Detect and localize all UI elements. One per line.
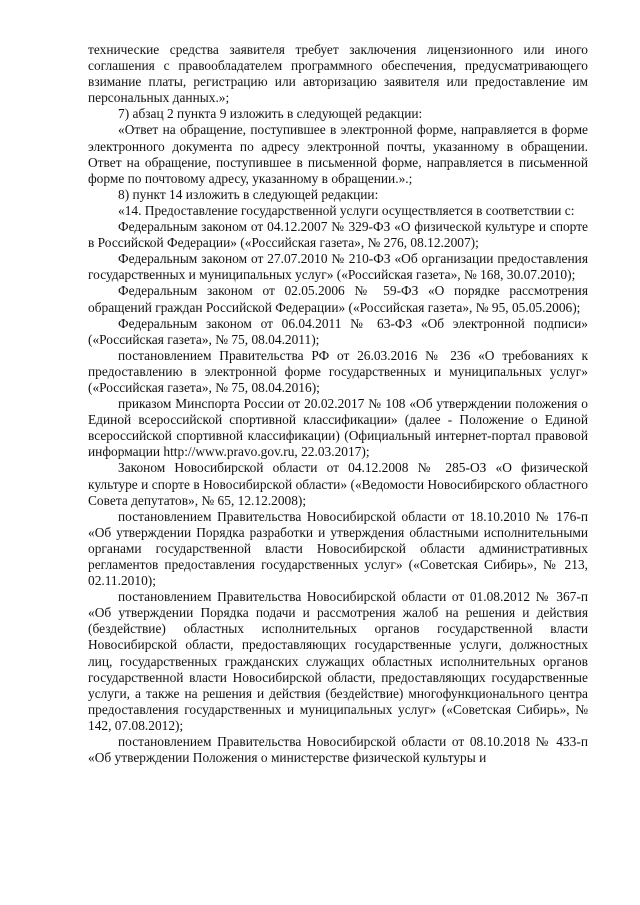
paragraph-10: приказом Минспорта России от 20.02.2017 № 108 «Об утверждении положения о Единой всероссийской спортивной классификации» (далее - Положение о Единой всероссийской спортивной классификации) (Официальный интернет-портал правовой информации http://www.pravo.gov.ru, 22.03.2017);: [88, 396, 588, 460]
paragraph-11: Законом Новосибирской области от 04.12.2008 № 285-ОЗ «О физической культуре и спорте в Новосибирской области» («Ведомости Новосибирского областного Совета депутатов», № 65, 12.12.2008);: [88, 460, 588, 508]
document-page: [88, 42, 588, 766]
paragraph-3: 8) пункт 14 изложить в следующей редакции:: [118, 186, 379, 202]
paragraph-12: постановлением Правительства Новосибирской области от 18.10.2010 № 176-п «Об утверждении Порядка разработки и утверждения областными исполнительными органами государственной власти Новосибирской области административных регламентов предоставления государственных услуг» («Советская Сибирь», № 213, 02.11.2010);: [88, 508, 588, 589]
paragraph-14: постановлением Правительства Новосибирской области от 08.10.2018 № 433-п «Об утверждении Положения о министерстве физической культуры и: [88, 734, 588, 766]
paragraph-1: 7) абзац 2 пункта 9 изложить в следующей редакции:: [118, 106, 423, 122]
paragraph-4: «14. Предоставление государственной услуги осуществляется в соответствии с:: [118, 202, 575, 218]
paragraph-8: Федеральным законом от 06.04.2011 № 63-ФЗ «Об электронной подписи» («Российская газета», № 75, 08.04.2011);: [88, 315, 588, 347]
paragraph-5: Федеральным законом от 04.12.2007 № 329-ФЗ «О физической культуре и спорте в Российской Федерации» («Российская газета», № 276, 08.12.2007);: [88, 219, 588, 251]
paragraph-6: Федеральным законом от 27.07.2010 № 210-ФЗ «Об организации предоставления государственных и муниципальных услуг» («Российская газета», № 168, 30.07.2010);: [88, 251, 588, 283]
paragraph-13: постановлением Правительства Новосибирской области от 01.08.2012 № 367-п «Об утверждении Порядка подачи и рассмотрения жалоб на решения и действия (бездействие) областных исполнительных органов государственной власти Новосибирской области, предоставляющих государственные услуги, должностных лиц, государственных гражданских служащих областных исполнительных органов государственной власти Новосибирской области, предоставляющих государственные услуги, а также на решения и действия (бездействие) многофункционального центра предоставления государственных и муниципальных услуг» («Советская Сибирь», № 142, 07.08.2012);: [88, 589, 588, 733]
paragraph-7: Федеральным законом от 02.05.2006 № 59-ФЗ «О порядке рассмотрения обращений граждан Российской Федерации» («Российская газета», № 95, 05.05.2006);: [88, 283, 588, 315]
paragraph-9: постановлением Правительства РФ от 26.03.2016 № 236 «О требованиях к предоставлению в электронной форме государственных и муниципальных услуг» («Российская газета», № 75, 08.04.2016);: [88, 347, 588, 395]
paragraph-0: технические средства заявителя требует заключения лицензионного или иного соглашения с правообладателем программного обеспечения, предусматривающего взимание платы, регистрацию или авторизацию заявителя или предоставление им персональных данных.»;: [88, 42, 588, 106]
paragraph-2: «Ответ на обращение, поступившее в электронной форме, направляется в форме электронного документа по адресу электронной почты, указанному в обращении. Ответ на обращение, поступившее в письменной форме, направляется в письменной форме по почтовому адресу, указанному в обращении.».;: [88, 122, 588, 186]
